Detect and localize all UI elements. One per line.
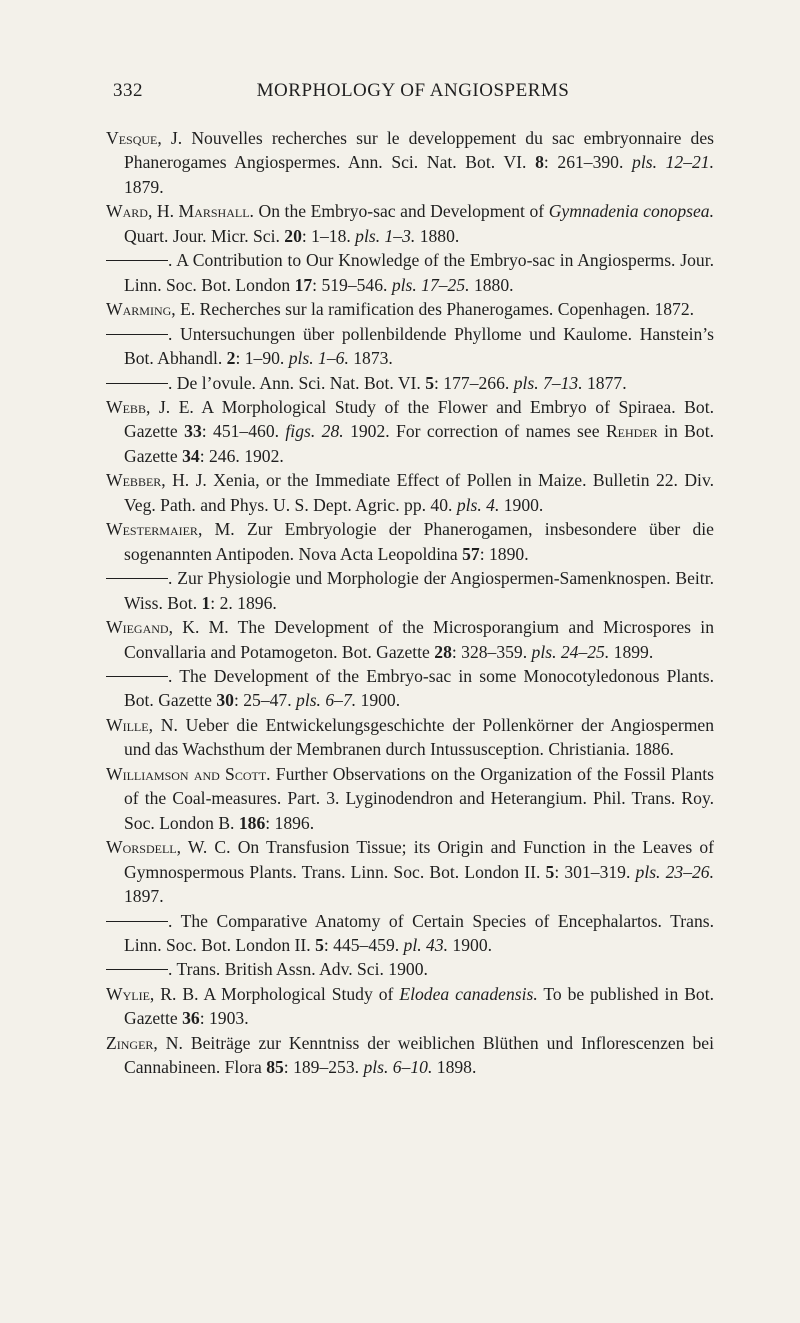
citation-text: Quart. Jour. Micr. Sci. bbox=[124, 225, 285, 246]
volume-number: 30 bbox=[216, 690, 234, 711]
bibliography-entry bbox=[106, 1031, 714, 1080]
running-title: MORPHOLOGY OF ANGIOSPERMS bbox=[256, 80, 570, 101]
bibliography-entry bbox=[106, 615, 714, 664]
citation-text: . The Comparative Anatomy of Certain Species of Encephalartos. Trans. Linn. Soc. Bot. London II. bbox=[124, 910, 714, 955]
citation-text: 1877. bbox=[582, 372, 627, 393]
citation-text: 1902. For correction of names see bbox=[343, 421, 606, 442]
citation-text: A Morphological Study of the Flower and Embryo of Spiraea. Bot. Gazette bbox=[124, 396, 715, 442]
author-name: Rehder bbox=[605, 421, 658, 442]
citation-text: 1900. bbox=[499, 494, 544, 515]
italic-text: pl. 43. bbox=[403, 934, 449, 955]
citation-text: : 2. 1896. bbox=[210, 592, 277, 613]
citation-text: On Transfusion Tissue; its Origin and Function in the Leaves of Gymnospermous Plants. Trans. Linn. Soc. Bot. London II. bbox=[124, 837, 714, 882]
citation-text: . Trans. British Assn. Adv. Sci. 1900. bbox=[168, 959, 428, 980]
citation-text: . De l’ovule. Ann. Sci. Nat. Bot. VI. bbox=[168, 372, 426, 393]
bibliography-entry bbox=[106, 835, 714, 908]
citation-text: Beiträge zur Kenntniss der weiblichen Blüthen und Inflorescenzen bei Cannabineen. Flora bbox=[124, 1032, 715, 1078]
citation-text: A Morphological Study of bbox=[198, 983, 400, 1004]
citation-text: 1898. bbox=[432, 1057, 477, 1078]
ditto-dash bbox=[106, 383, 168, 384]
volume-number: 1 bbox=[201, 592, 211, 613]
author-name: Wille, N. bbox=[106, 714, 178, 735]
italic-text: Gymnadenia conopsea. bbox=[548, 201, 714, 222]
ditto-dash bbox=[106, 969, 168, 970]
citation-text: : 261–390. bbox=[543, 152, 633, 173]
ditto-dash bbox=[106, 921, 168, 922]
volume-number: 17 bbox=[294, 274, 313, 295]
citation-text: 1873. bbox=[348, 348, 393, 369]
ditto-dash bbox=[106, 578, 168, 579]
bibliography-entry bbox=[106, 395, 714, 468]
bibliography-entry bbox=[106, 713, 714, 762]
citation-text: . Zur Physiologie und Morphologie der Angiospermen-Samenknospen. Beitr. Wiss. Bot. bbox=[124, 568, 714, 613]
italic-text: pls. 6–10. bbox=[363, 1057, 433, 1078]
author-name: Wiegand, K. M. bbox=[106, 617, 229, 638]
citation-text: : 1896. bbox=[265, 812, 315, 833]
citation-text: 1897. bbox=[124, 886, 164, 907]
citation-text: : 1–18. bbox=[301, 225, 356, 246]
bibliography-entry bbox=[106, 248, 714, 297]
italic-text: figs. 28. bbox=[285, 421, 344, 442]
citation-text: : 301–319. bbox=[554, 861, 636, 882]
citation-text: : 519–546. bbox=[312, 274, 392, 295]
bibliography-entry bbox=[106, 957, 714, 981]
author-name: Ward, H. Marshall. bbox=[106, 201, 254, 222]
bibliography-entry bbox=[106, 371, 714, 395]
author-name: Vesque, J. bbox=[106, 128, 183, 148]
citation-text: 1879. bbox=[124, 176, 164, 197]
bibliography-entry bbox=[106, 664, 714, 713]
bibliography-entry bbox=[106, 517, 714, 566]
citation-text: Further Observations on the Organization of the Fossil Plants of the Coal-measures. Part. 3. Lyginodendron and Heterangium. Phil. Trans. Roy. Soc. London B. bbox=[124, 763, 714, 833]
volume-number: 2 bbox=[226, 348, 236, 369]
volume-number: 20 bbox=[284, 225, 302, 246]
bibliography-entry bbox=[106, 468, 714, 517]
citation-text: : 1890. bbox=[479, 543, 529, 564]
volume-number: 5 bbox=[425, 372, 435, 393]
italic-text: pls. 1–6. bbox=[288, 348, 349, 369]
author-name: Warming, E. bbox=[106, 299, 196, 320]
citation-text: Nouvelles recherches sur le developpement du sac embryonnaire des Phanerogames Angiospermes. Ann. Sci. Nat. Bot. VI. bbox=[124, 128, 714, 173]
bibliography-entry bbox=[106, 199, 714, 248]
author-name: Zinger, N. bbox=[106, 1032, 183, 1053]
citation-text: The Development of the Microsporangium and Microspores in Convallaria and Potamogeton. Bot. Gazette bbox=[124, 617, 714, 662]
citation-text: . Untersuchungen über pollenbildende Phyllome und Kaulome. Hanstein’s Bot. Abhandl. bbox=[124, 323, 714, 369]
citation-text: 1880. bbox=[469, 274, 514, 295]
citation-text: : 1–90. bbox=[235, 348, 289, 369]
italic-text: pls. 12–21. bbox=[632, 152, 714, 173]
citation-text: 1880. bbox=[415, 225, 460, 246]
author-name: Westermaier, M. bbox=[106, 519, 235, 540]
ditto-dash bbox=[106, 676, 168, 677]
author-name: Webb, J. E. bbox=[106, 396, 194, 417]
author-name: Wylie, R. B. bbox=[106, 983, 199, 1004]
bibliography-entry bbox=[106, 322, 714, 371]
citation-text: : 189–253. bbox=[283, 1057, 364, 1078]
volume-number: 5 bbox=[545, 861, 555, 882]
italic-text: pls. 17–25. bbox=[391, 274, 470, 295]
italic-text: Elodea canadensis. bbox=[399, 983, 538, 1004]
page-number: 332 bbox=[113, 80, 143, 101]
citation-text: 1900. bbox=[356, 690, 401, 711]
italic-text: pls. 6–7. bbox=[296, 690, 357, 711]
citation-text: : 1903. bbox=[199, 1008, 249, 1029]
italic-text: pls. 24–25. bbox=[531, 641, 610, 662]
citation-text: Ueber die Entwickelungsgeschichte der Pollenkörner der Angiospermen und das Wachsthum der Membranen durch Intussusception. Christiania. 1886. bbox=[124, 714, 714, 760]
ditto-dash bbox=[106, 260, 168, 261]
citation-text: : 25–47. bbox=[233, 690, 297, 711]
bibliography-entry bbox=[106, 126, 714, 199]
bibliography-entry bbox=[106, 909, 714, 958]
citation-text: To be published in Bot. Gazette bbox=[124, 983, 715, 1029]
italic-text: pls. 1–3. bbox=[355, 225, 416, 246]
volume-number: 57 bbox=[462, 543, 480, 564]
citation-text: Zur Embryologie der Phanerogamen, insbesondere über die sogenannten Antipoden. Nova Acta Leopoldina bbox=[124, 519, 714, 564]
bibliography-entry bbox=[106, 297, 714, 321]
volume-number: 186 bbox=[238, 812, 266, 833]
volume-number: 8 bbox=[535, 152, 544, 173]
volume-number: 5 bbox=[315, 934, 324, 955]
citation-text: 1899. bbox=[609, 641, 654, 662]
ditto-dash bbox=[106, 334, 168, 335]
volume-number: 34 bbox=[182, 445, 200, 466]
citation-text: : 451–460. bbox=[201, 421, 286, 442]
citation-text: Recherches sur la ramification des Phanerogames. Copenhagen. 1872. bbox=[195, 299, 695, 320]
citation-text: : 246. 1902. bbox=[199, 445, 284, 466]
author-name: Webber, H. J. bbox=[106, 470, 207, 491]
volume-number: 36 bbox=[182, 1008, 200, 1029]
citation-text: in Bot. Gazette bbox=[124, 421, 714, 466]
author-name: Williamson and Scott. bbox=[106, 763, 271, 784]
citation-text: . The Development of the Embryo-sac in some Monocotyledonous Plants. Bot. Gazette bbox=[124, 665, 714, 711]
citation-text: Xenia, or the Immediate Effect of Pollen in Maize. Bulletin 22. Div. Veg. Path. and Phys. U. S. Dept. Agric. pp. 40. bbox=[124, 470, 714, 515]
volume-number: 85 bbox=[266, 1057, 284, 1078]
citation-text: : 445–459. bbox=[323, 934, 404, 955]
italic-text: pls. 23–26. bbox=[635, 861, 714, 882]
author-name: Worsdell, W. C. bbox=[106, 837, 231, 858]
bibliography-entry bbox=[106, 762, 714, 835]
italic-text: pls. 4. bbox=[456, 494, 500, 515]
citation-text: 1900. bbox=[448, 934, 493, 955]
bibliography-list bbox=[106, 126, 714, 1080]
citation-text: : 328–359. bbox=[451, 641, 532, 662]
volume-number: 28 bbox=[434, 641, 452, 662]
italic-text: pls. 7–13. bbox=[513, 372, 583, 393]
bibliography-entry bbox=[106, 982, 714, 1031]
bibliography-entry bbox=[106, 566, 714, 615]
citation-text: . A Contribution to Our Knowledge of the Embryo-sac in Angiosperms. Jour. Linn. Soc. Bot. London bbox=[124, 250, 714, 295]
citation-text: On the Embryo-sac and Development of bbox=[253, 201, 549, 222]
citation-text: : 177–266. bbox=[434, 372, 514, 393]
volume-number: 33 bbox=[184, 421, 202, 442]
